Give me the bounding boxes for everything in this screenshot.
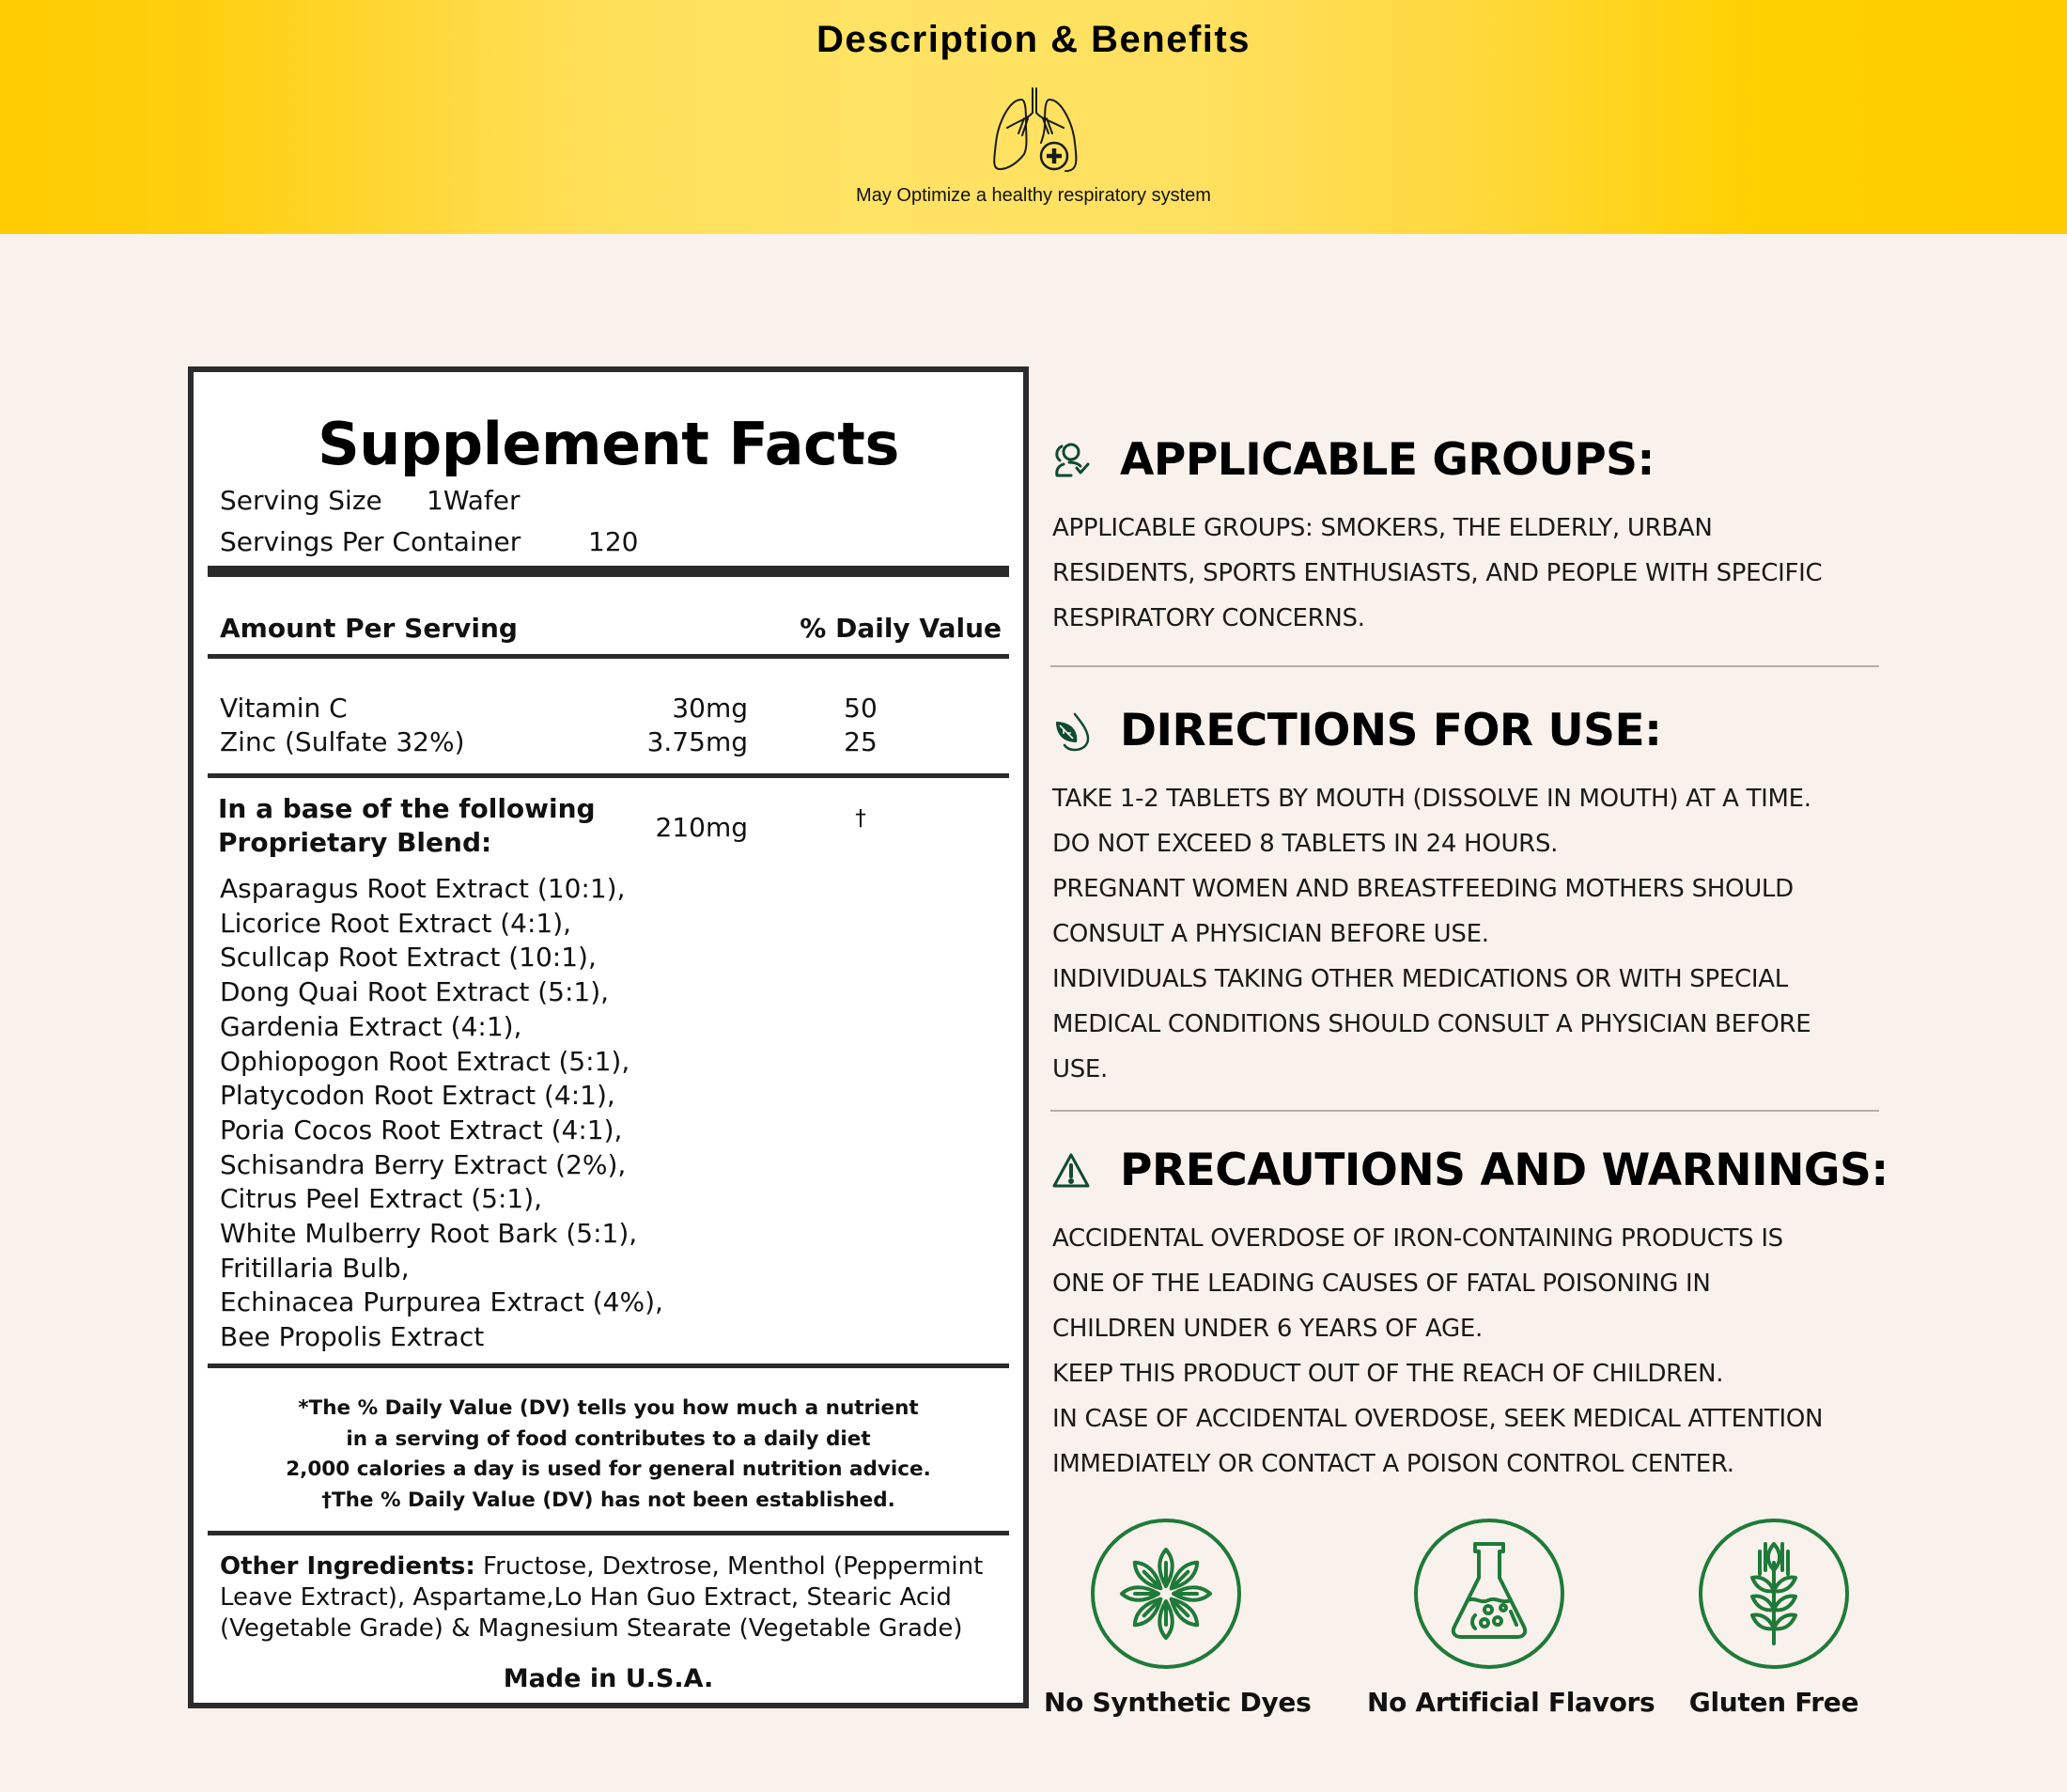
section-heading-precautions — [1050, 1145, 1888, 1196]
body-line: RESIDENTS, SPORTS ENTHUSIASTS, AND PEOPLE WITH SPECIFIC — [1052, 559, 1823, 587]
divider — [208, 1531, 1009, 1535]
badge-label: No Synthetic Dyes — [1044, 1687, 1312, 1718]
blend-amount: 210mg — [655, 812, 748, 843]
blend-dv: † — [855, 806, 866, 831]
blend-ingredient: Bee Propolis Extract — [220, 1321, 485, 1353]
body-line: RESPIRATORY CONCERNS. — [1052, 604, 1365, 632]
blend-ingredient: Dong Quai Root Extract (5:1), — [220, 976, 610, 1008]
body-line: KEEP THIS PRODUCT OUT OF THE REACH OF CHILDREN. — [1052, 1360, 1724, 1388]
footnote: *The % Daily Value (DV) tells you how much a nutrient — [298, 1396, 919, 1420]
blend-ingredient: Echinacea Purpurea Extract (4%), — [220, 1286, 663, 1318]
flask-icon — [1413, 1518, 1565, 1670]
blend-ingredient-list — [220, 872, 663, 1355]
nutrient-name: Zinc (Sulfate 32%) — [220, 726, 465, 757]
blend-ingredient: Citrus Peel Extract (5:1), — [220, 1183, 543, 1215]
body-line: INDIVIDUALS TAKING OTHER MEDICATIONS OR WITH SPECIAL — [1052, 965, 1788, 993]
badge-no-artificial-flavors — [1367, 1518, 1655, 1718]
section-divider — [1050, 665, 1879, 667]
blend-ingredient: Scullcap Root Extract (10:1), — [220, 942, 597, 974]
nutrient-dv: 25 — [844, 726, 878, 757]
blend-ingredient: Schisandra Berry Extract (2%), — [220, 1148, 627, 1180]
body-line: ACCIDENTAL OVERDOSE OF IRON-CONTAINING PRODUCTS IS — [1052, 1224, 1783, 1253]
label-title: Supplement Facts — [318, 410, 899, 478]
section-body-applicable-groups — [1052, 506, 1898, 641]
flower-petals-icon — [1090, 1518, 1242, 1670]
badge-gluten-free — [1652, 1518, 1896, 1718]
serving-size-label: Serving Size — [220, 485, 382, 516]
section-heading-text: APPLICABLE GROUPS: — [1120, 434, 1655, 486]
made-in-label: Made in U.S.A. — [503, 1664, 714, 1693]
body-line: ONE OF THE LEADING CAUSES OF FATAL POISONING IN — [1052, 1270, 1711, 1298]
badge-label: No Artificial Flavors — [1367, 1687, 1655, 1718]
servings-per-container-value: 120 — [588, 526, 639, 557]
user-check-icon — [1050, 440, 1092, 481]
hero-banner — [0, 0, 2067, 234]
other-ingredients-label: Other Ingredients: — [220, 1552, 475, 1581]
nutrient-dv: 50 — [844, 693, 878, 724]
daily-value-footnotes — [194, 1394, 1023, 1516]
blend-ingredient: Ophiopogon Root Extract (5:1), — [220, 1045, 630, 1077]
servings-per-container-label: Servings Per Container — [220, 526, 521, 557]
body-line: CHILDREN UNDER 6 YEARS OF AGE. — [1052, 1315, 1483, 1343]
blend-ingredient: Fritillaria Bulb, — [220, 1252, 410, 1284]
badge-no-synthetic-dyes — [1044, 1518, 1312, 1718]
body-line: IN CASE OF ACCIDENTAL OVERDOSE, SEEK MEDICAL ATTENTION — [1052, 1405, 1824, 1433]
other-ingredients-text: Fructose, Dextrose, Menthol (Peppermint Leave Extract), Aspartame,Lo Han Guo Extract, Stearic Acid (Vegetable Grade) & Magnesium Stearate (Vegetable Grade) — [220, 1552, 984, 1643]
divider-thick — [208, 566, 1009, 577]
section-divider — [1050, 1110, 1879, 1112]
section-title: Description & Benefits — [816, 19, 1251, 60]
warning-triangle-icon — [1050, 1150, 1092, 1192]
body-line: MEDICAL CONDITIONS SHOULD CONSULT A PHYSICIAN BEFORE — [1052, 1010, 1811, 1038]
body-line: PREGNANT WOMEN AND BREASTFEEDING MOTHERS SHOULD — [1052, 875, 1794, 903]
amount-per-serving-header: Amount Per Serving — [220, 613, 518, 644]
nutrient-amount: 30mg — [672, 693, 748, 724]
body-line: CONSULT A PHYSICIAN BEFORE USE. — [1052, 920, 1489, 948]
body-line: TAKE 1-2 TABLETS BY MOUTH (DISSOLVE IN MOUTH) AT A TIME. — [1052, 785, 1811, 813]
blend-label-line1: In a base of the following — [218, 793, 596, 824]
daily-value-header: % Daily Value — [800, 613, 1002, 644]
benefit-text: May Optimize a healthy respiratory system — [856, 185, 1211, 206]
leaf-drop-icon — [1050, 710, 1092, 752]
footnote: 2,000 calories a day is used for general nutrition advice. — [286, 1457, 931, 1481]
body-line: USE. — [1052, 1055, 1109, 1083]
divider — [208, 654, 1009, 659]
wheat-icon — [1698, 1518, 1850, 1670]
section-body-precautions — [1052, 1216, 1898, 1487]
blend-ingredient: Asparagus Root Extract (10:1), — [220, 873, 626, 904]
divider — [208, 773, 1009, 778]
body-line: IMMEDIATELY OR CONTACT A POISON CONTROL CENTER. — [1052, 1450, 1734, 1478]
blend-ingredient: Platycodon Root Extract (4:1), — [220, 1080, 615, 1112]
body-line: APPLICABLE GROUPS: SMOKERS, THE ELDERLY, URBAN — [1052, 514, 1713, 542]
other-ingredients — [220, 1551, 1009, 1644]
lungs-plus-icon — [987, 86, 1084, 173]
blend-ingredient: Gardenia Extract (4:1), — [220, 1010, 522, 1042]
badge-label: Gluten Free — [1688, 1687, 1859, 1718]
section-heading-text: PRECAUTIONS AND WARNINGS: — [1120, 1145, 1888, 1196]
blend-label-line2: Proprietary Blend: — [218, 827, 492, 858]
body-line: DO NOT EXCEED 8 TABLETS IN 24 HOURS. — [1052, 830, 1559, 858]
section-heading-directions — [1050, 705, 1661, 756]
supplement-facts-label — [188, 366, 1029, 1708]
blend-ingredient: Poria Cocos Root Extract (4:1), — [220, 1114, 623, 1145]
footnote: in a serving of food contributes to a daily diet — [346, 1426, 871, 1451]
section-heading-applicable-groups — [1050, 434, 1655, 486]
nutrient-name: Vitamin C — [220, 693, 348, 724]
footnote: †The % Daily Value (DV) has not been established. — [321, 1488, 895, 1512]
blend-ingredient: White Mulberry Root Bark (5:1), — [220, 1218, 638, 1250]
blend-ingredient: Licorice Root Extract (4:1), — [220, 907, 572, 939]
divider — [208, 1363, 1009, 1368]
nutrient-amount: 3.75mg — [646, 726, 748, 757]
serving-size-value: 1Wafer — [427, 485, 521, 516]
section-heading-text: DIRECTIONS FOR USE: — [1120, 705, 1662, 756]
section-body-directions — [1052, 776, 1898, 1092]
